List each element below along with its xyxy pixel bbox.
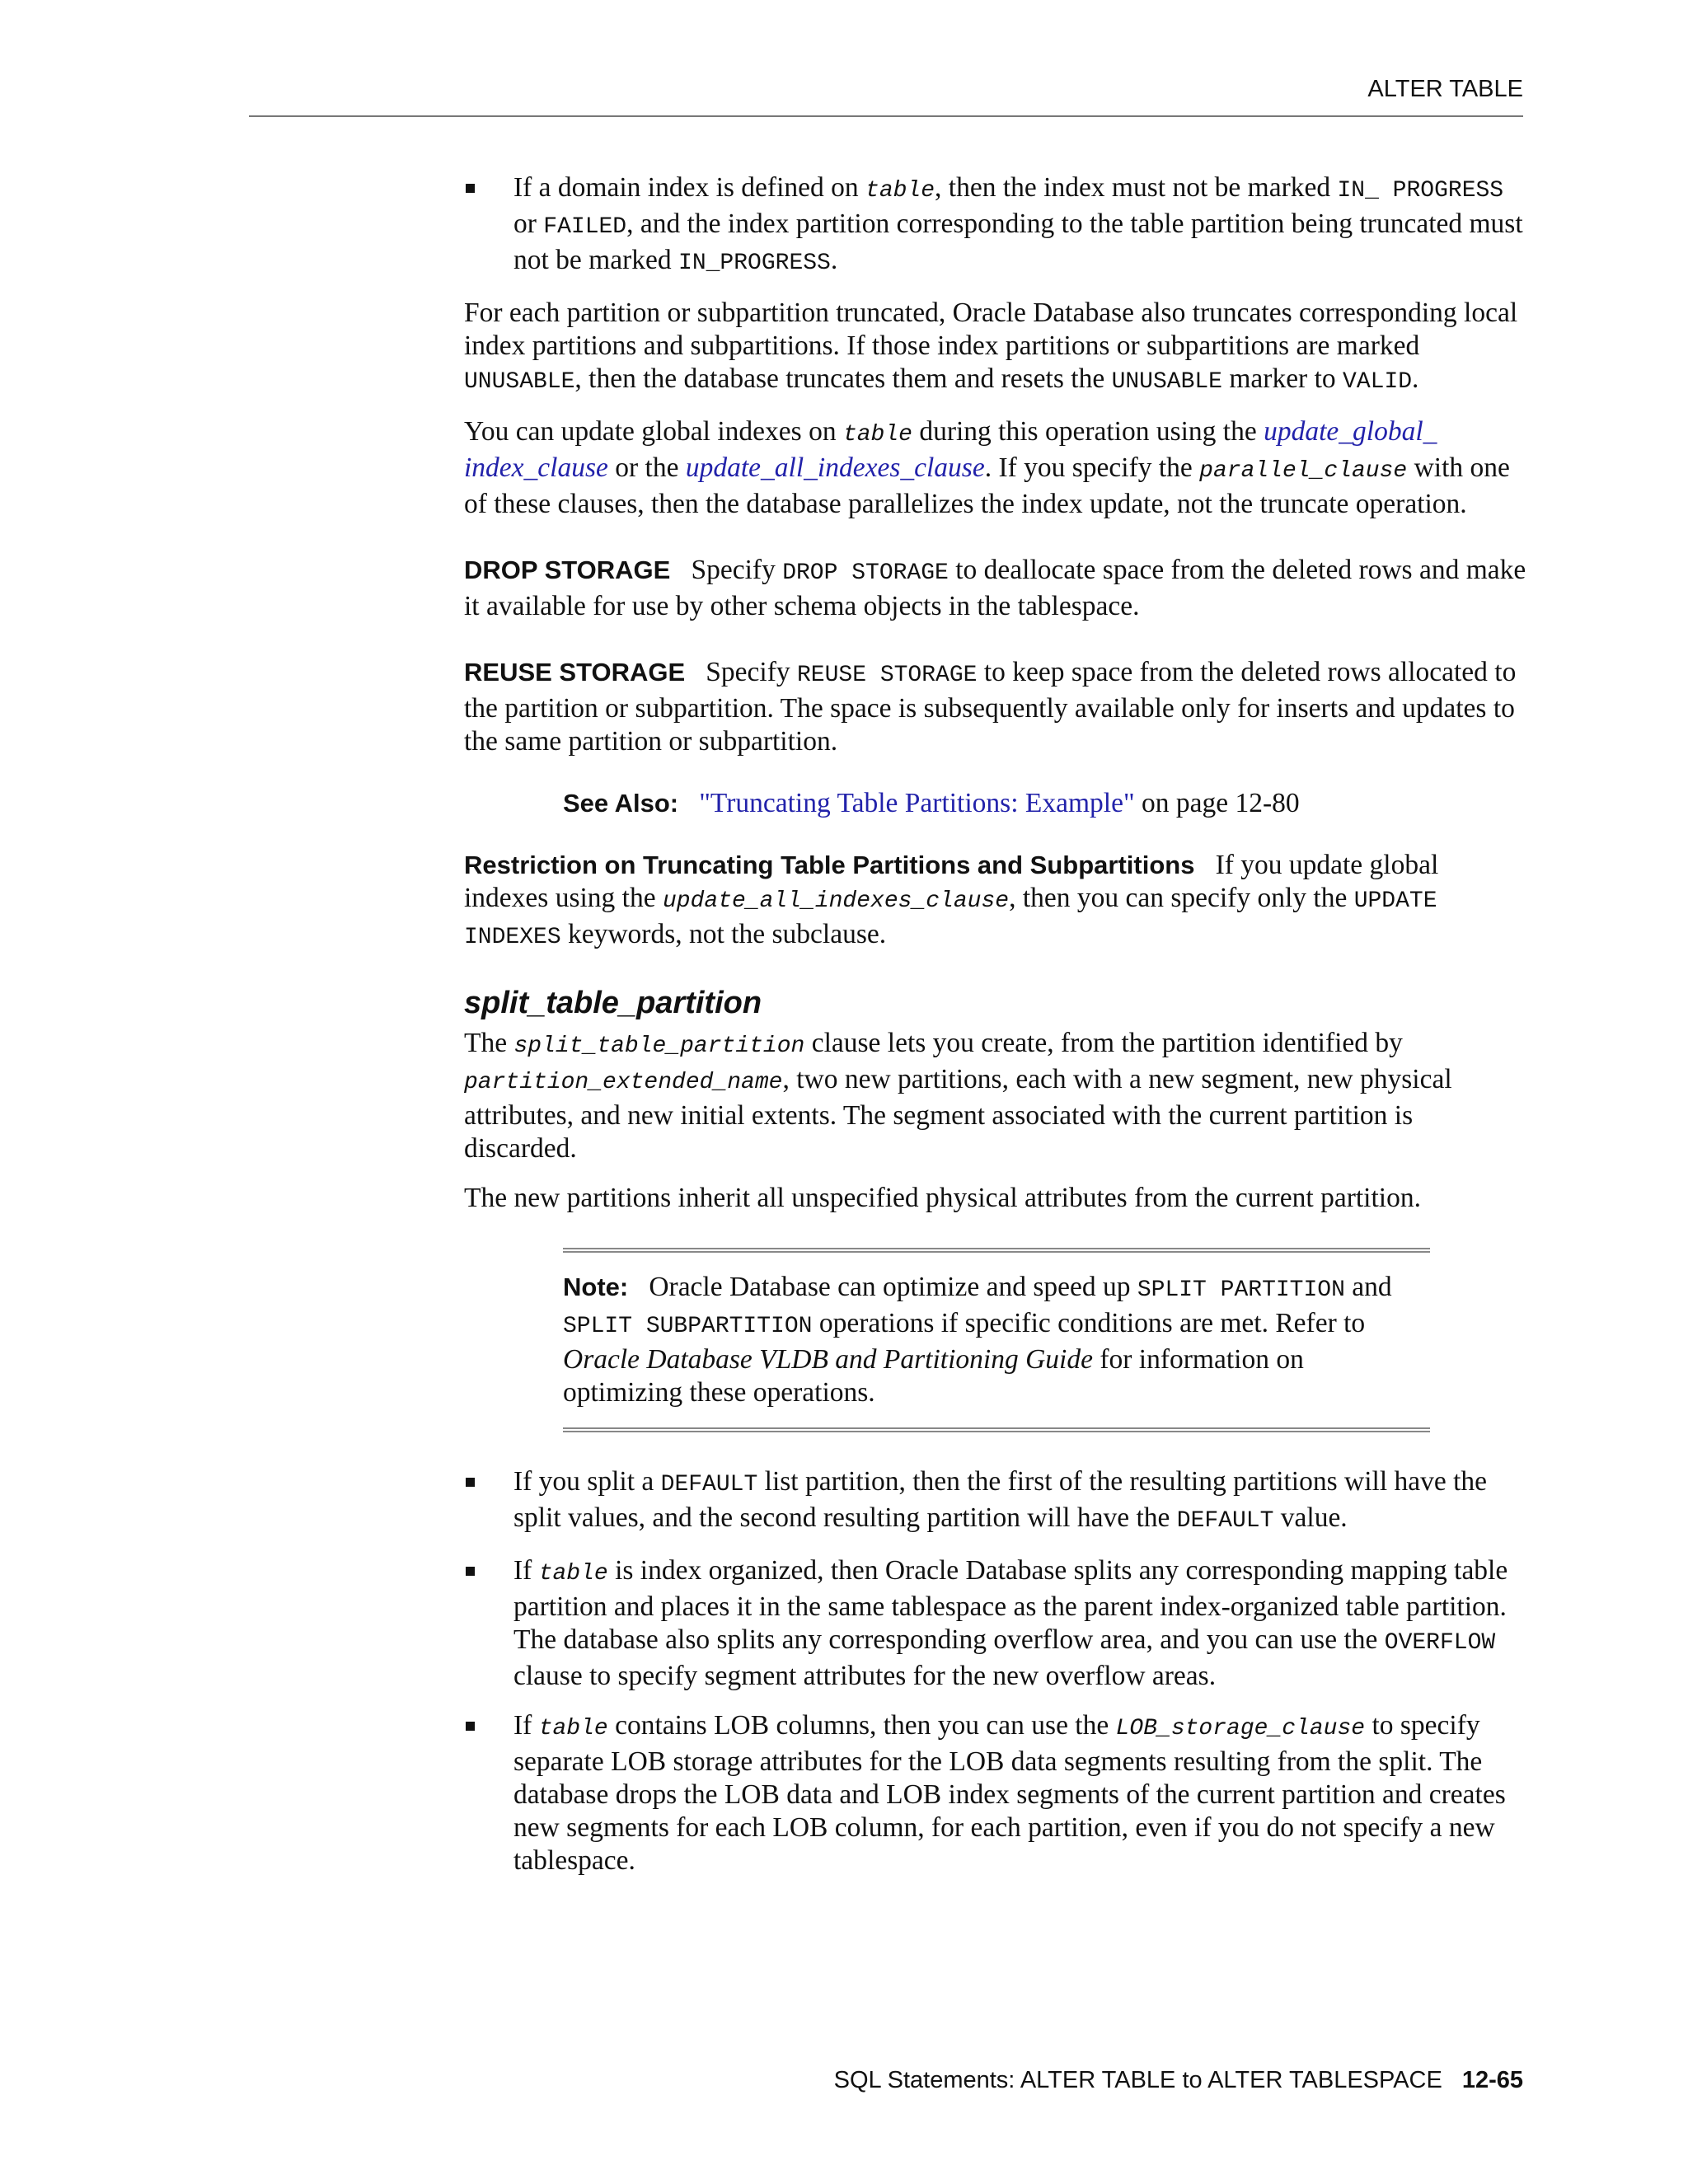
note-text: Note: Oracle Database can optimize and speed up SPLIT PARTITION and SPLIT SUBPARTITION operations if specific conditions are met. Refer to Oracle Database VLDB and Partitioning Guide for information on optimizing these operations.: [563, 1272, 1392, 1408]
text: If a domain index is defined on: [513, 172, 866, 203]
bullet-icon: [466, 1478, 475, 1487]
code-term: partition_extended_name: [464, 1070, 783, 1095]
code-term: UNUSABLE: [1111, 369, 1222, 395]
text: or: [513, 209, 544, 239]
truncate-bullet-list: [464, 171, 1527, 280]
header-rule: [249, 115, 1523, 117]
reuse-storage-heading: REUSE STORAGE: [464, 658, 686, 687]
code-term: VALID: [1343, 369, 1413, 395]
page-number: 12-65: [1461, 2067, 1523, 2093]
code-term: table: [538, 1561, 608, 1586]
guide-title: Oracle Database VLDB and Partitioning Guide: [563, 1344, 1093, 1375]
code-term: IN_ PROGRESS: [1337, 178, 1504, 204]
code-term: DEFAULT: [660, 1472, 758, 1497]
code-term: split_table_partition: [513, 1033, 805, 1059]
code-term: update_all_indexes_clause: [662, 888, 1010, 914]
code-term: table: [538, 1716, 608, 1741]
paragraph-global-indexes: You can update global indexes on table during this operation using the update_global_ index_clause or the update_all_indexes_clause. If you specify the parallel_clause with one of these clauses, then the database parallelizes the index update, not the truncate operation.: [464, 416, 1510, 519]
restriction-section: Restriction on Truncating Table Partitions and Subpartitions If you update global indexes using the update_all_indexes_clause, then you can specify only the UPDATE INDEXES keywords, not the subclause.: [464, 850, 1439, 950]
code-term: DEFAULT: [1176, 1508, 1274, 1534]
restriction-heading: Restriction on Truncating Table Partitions and Subpartitions: [464, 851, 1195, 879]
drop-storage-heading: DROP STORAGE: [464, 555, 671, 584]
update-all-indexes-clause-link[interactable]: update_all_indexes_clause: [685, 452, 985, 483]
drop-storage-section: DROP STORAGE Specify DROP STORAGE to deallocate space from the deleted rows and make it available for use by other schema objects in the tablespace.: [464, 555, 1526, 621]
code-term: SPLIT PARTITION: [1137, 1277, 1345, 1303]
code-term: UNUSABLE: [464, 369, 575, 395]
list-item: If table is index organized, then Oracle Database splits any corresponding mapping table partition and places it in the same tablespace as the parent index-organized table partition. The database also splits any corresponding overflow area, and you can use the OVERFLOW clause to specify segment attributes for the new overflow areas.: [464, 1554, 1527, 1693]
reuse-storage-section: REUSE STORAGE Specify REUSE STORAGE to keep space from the deleted rows allocated to the partition or subpartition. The space is subsequently available only for inserts and updates to the same partition or subpartition.: [464, 657, 1517, 757]
code-term: table: [842, 422, 912, 448]
note-label: Note:: [563, 1272, 629, 1301]
running-header: ALTER TABLE: [1367, 76, 1523, 102]
page-footer: [834, 2067, 1523, 2094]
code-term: SPLIT SUBPARTITION: [563, 1314, 813, 1339]
split-bullet-list: [464, 1465, 1527, 1877]
code-term: parallel_clause: [1199, 458, 1408, 484]
list-item: If table contains LOB columns, then you can use the LOB_storage_clause to specify separate LOB storage attributes for the LOB data segments resulting from the split. The database drops the LOB data and LOB index segments of the current partition and creates new segments for each LOB column, for each partition, even if you do not specify a new tablespace.: [464, 1709, 1527, 1877]
code-term: FAILED: [543, 214, 627, 240]
code-term: IN_PROGRESS: [678, 251, 831, 276]
bullet-icon: [466, 1567, 475, 1576]
code-term: REUSE STORAGE: [797, 663, 978, 688]
bullet-icon: [466, 1722, 475, 1731]
code-term: OVERFLOW: [1384, 1630, 1496, 1656]
split-table-partition-heading: split_table_partition: [464, 986, 762, 1020]
note-box: [563, 1248, 1430, 1432]
code-term: DROP STORAGE: [782, 560, 949, 586]
code-term: LOB_storage_clause: [1115, 1716, 1366, 1741]
page-content: [464, 171, 1527, 1894]
truncating-example-link[interactable]: "Truncating Table Partitions: Example": [699, 788, 1135, 818]
list-item: If you split a DEFAULT list partition, then the first of the resulting partitions will have the split values, and the second resulting partition will have the DEFAULT value.: [464, 1465, 1527, 1538]
bullet-icon: [466, 184, 475, 193]
code-term: UPDATE INDEXES: [464, 888, 1437, 950]
paragraph-local-indexes: For each partition or subpartition truncated, Oracle Database also truncates corresponding local index partitions and subpartitions. If those index partitions or subpartitions are marked UNUSABLE, then the database truncates them and resets the UNUSABLE marker to VALID.: [464, 298, 1518, 395]
text: , then the index must not be marked: [935, 172, 1338, 203]
text: , and the index partition corresponding to the table partition being truncated must not be marked: [513, 209, 1523, 275]
footer-title: SQL Statements: ALTER TABLE to ALTER TABLESPACE: [833, 2067, 1442, 2093]
text: .: [830, 245, 838, 275]
see-also-label: See Also:: [563, 789, 679, 818]
see-also: See Also: "Truncating Table Partitions: Example" on page 12-80: [563, 788, 1300, 818]
update-global-index-clause-link[interactable]: update_global_ index_clause: [464, 416, 1437, 483]
split-paragraph-1: The split_table_partition clause lets you create, from the partition identified by partition_extended_name, two new partitions, each with a new segment, new physical attributes, and new initial extents. The segment associated with the current partition is discarded.: [464, 1028, 1452, 1164]
split-paragraph-2: The new partitions inherit all unspecified physical attributes from the current partition.: [464, 1183, 1421, 1213]
list-item: [464, 171, 1527, 280]
code-term: table: [865, 178, 935, 204]
